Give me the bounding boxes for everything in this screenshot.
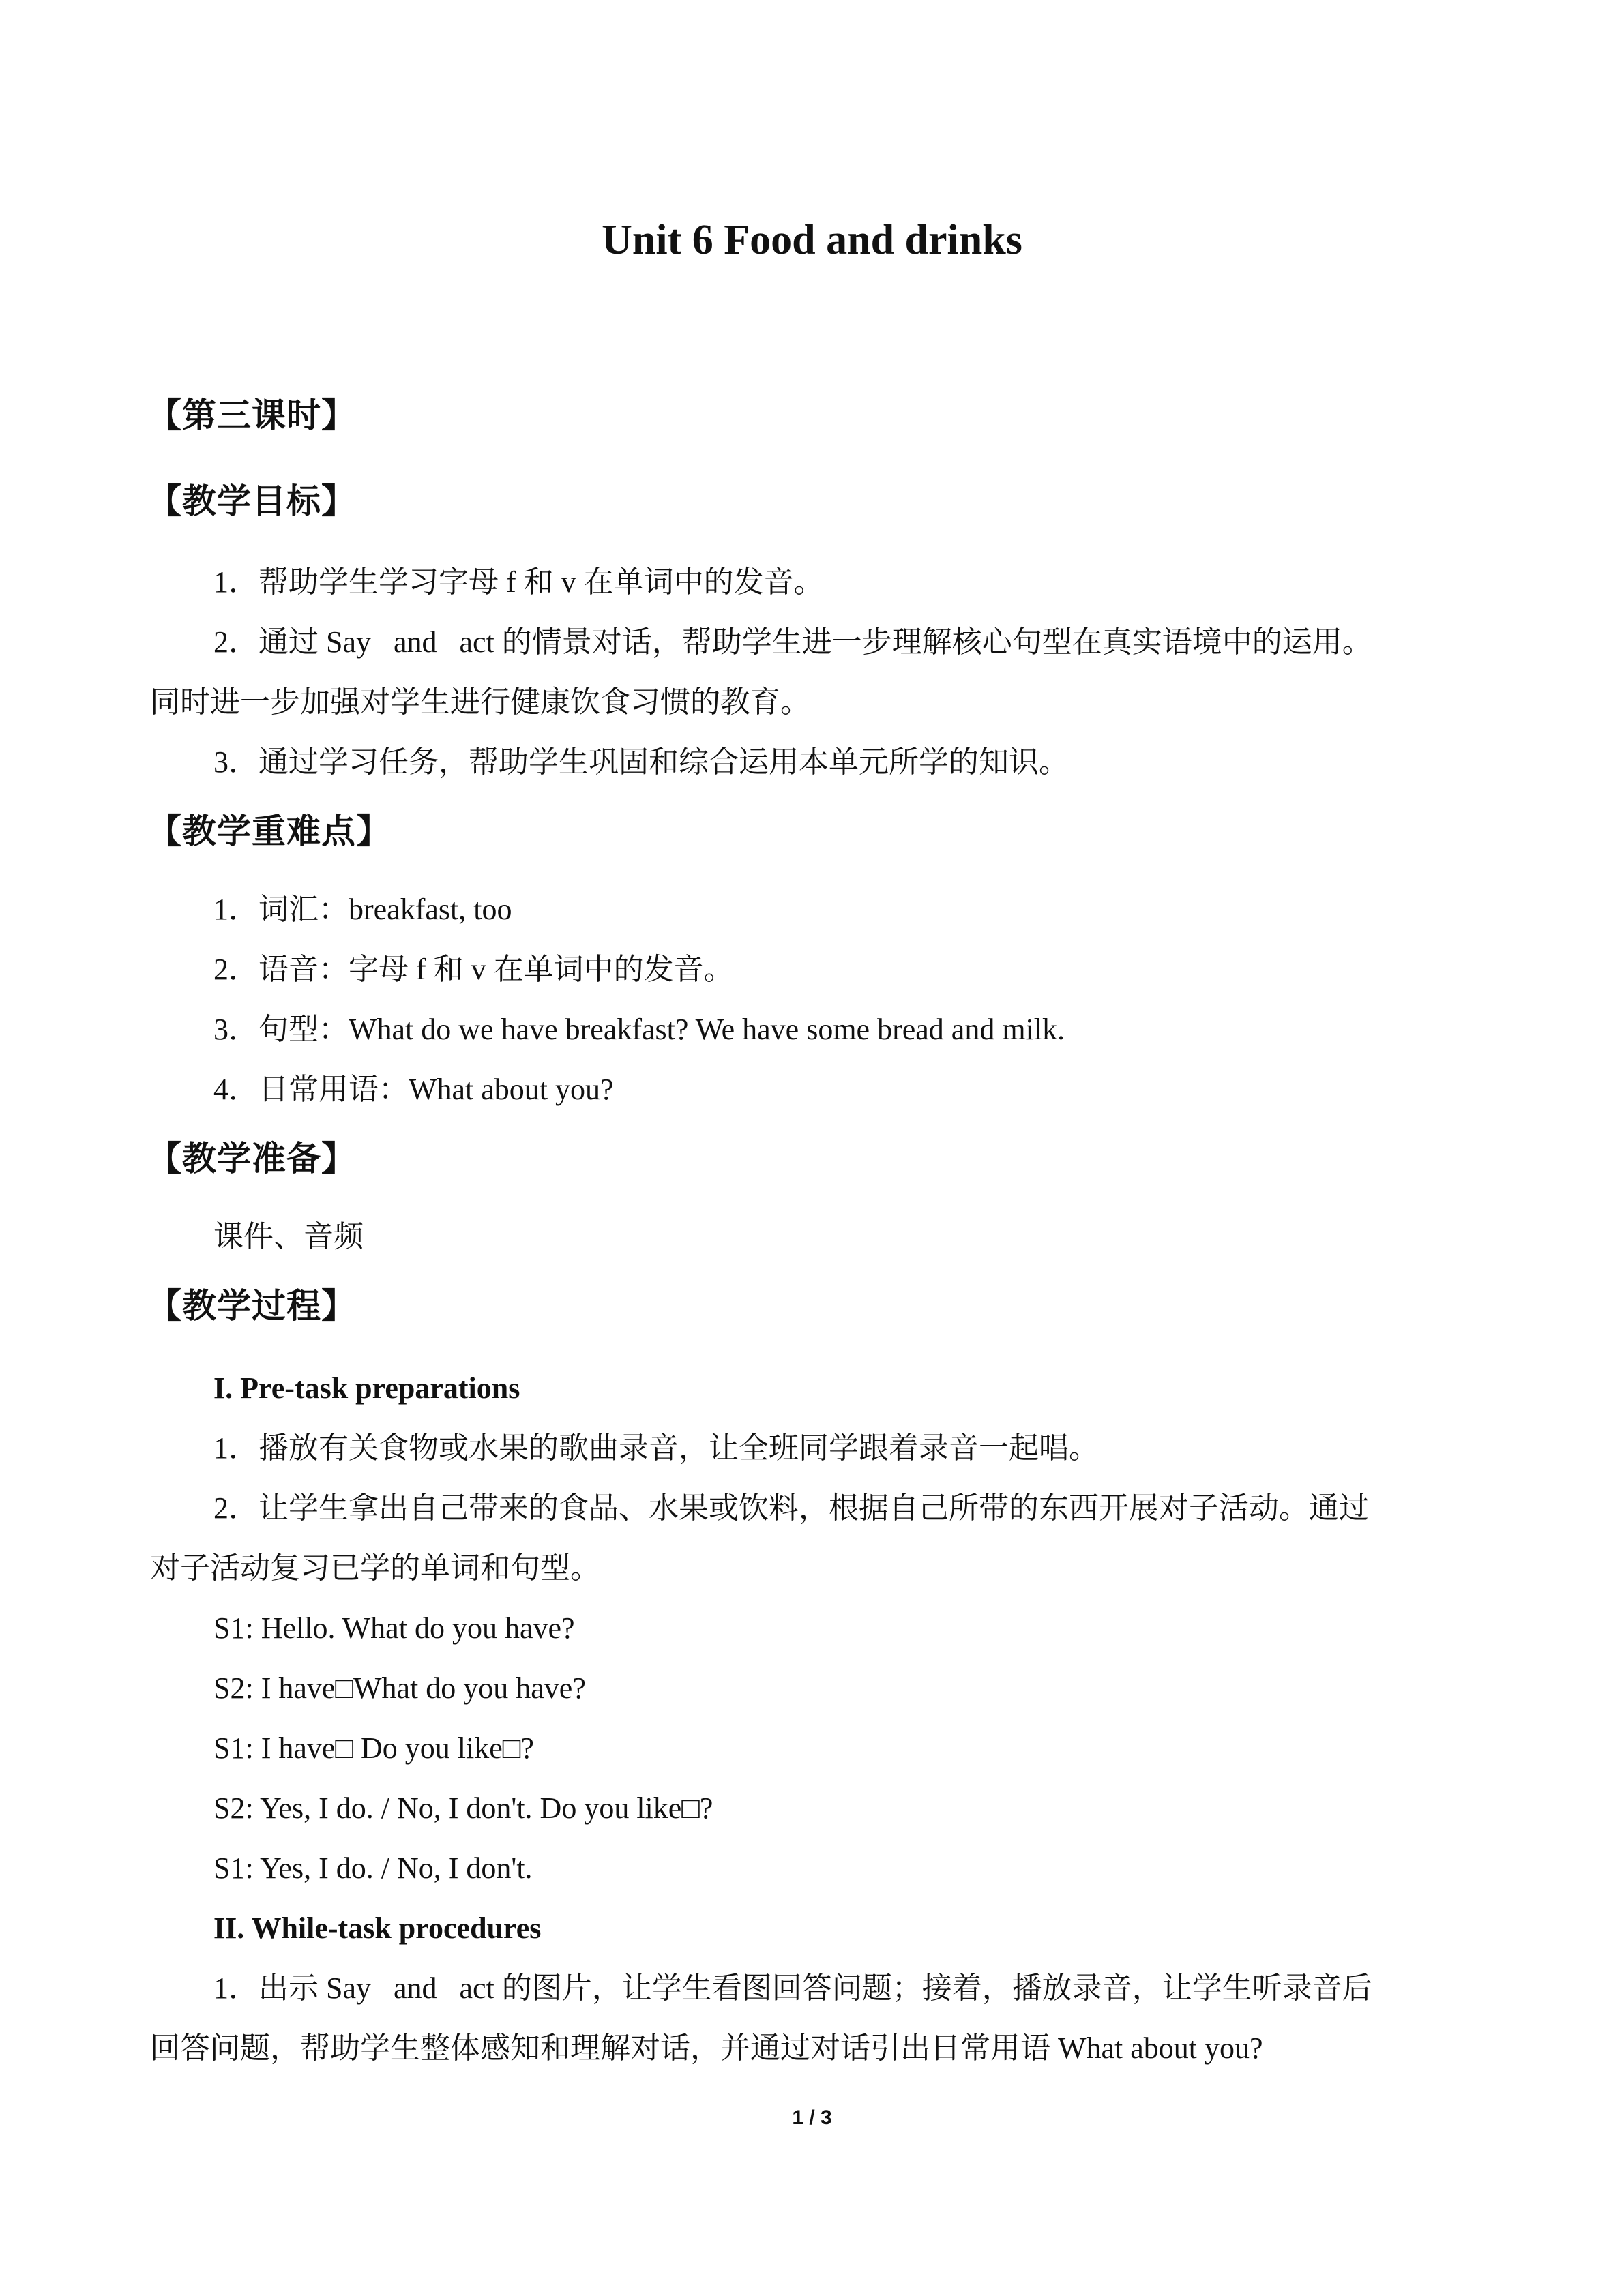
heading-preparation: 【教学准备】	[147, 1139, 356, 1178]
heading-process: 【教学过程】	[147, 1286, 356, 1326]
pre-task-item-2-cont: 对子活动复习已学的单词和句型。	[150, 1551, 600, 1585]
key-point-item-3: 3．句型：What do we have breakfast? We have some bread and milk.	[213, 1013, 1065, 1046]
key-point-item-4: 4．日常用语：What about you?	[213, 1073, 614, 1106]
dialogue-line-1: S1: Hello. What do you have?	[213, 1611, 575, 1645]
objective-item-2-cont: 同时进一步加强对学生进行健康饮食习惯的教育。	[150, 685, 810, 719]
pre-task-item-2: 2．让学生拿出自己带来的食品、水果或饮料，根据自己所带的东西开展对子活动。通过	[213, 1491, 1369, 1525]
page-number: 1 / 3	[792, 2106, 832, 2129]
objective-item-2: 2．通过 Say and act 的情景对话，帮助学生进一步理解核心句型在真实语境中的运用。	[213, 625, 1372, 659]
while-task-title: II. While-task procedures	[213, 1911, 542, 1945]
objective-item-1: 1．帮助学生学习字母 f 和 v 在单词中的发音。	[213, 565, 824, 599]
dialogue-line-4: S2: Yes, I do. / No, I don't. Do you like□?	[213, 1791, 713, 1825]
preparation-text: 课件、音频	[213, 1220, 364, 1253]
key-point-item-2: 2．语音：字母 f 和 v 在单词中的发音。	[213, 953, 734, 986]
pre-task-title: I. Pre-task preparations	[213, 1371, 520, 1405]
dialogue-line-3: S1: I have□ Do you like□?	[213, 1731, 534, 1765]
dialogue-line-2: S2: I have□What do you have?	[213, 1671, 586, 1705]
heading-lesson: 【第三课时】	[147, 396, 356, 435]
key-point-item-1: 1．词汇：breakfast, too	[213, 893, 512, 926]
while-task-item-1: 1．出示 Say and act 的图片，让学生看图回答问题；接着，播放录音，让学生听录音后	[213, 1971, 1372, 2005]
heading-objectives: 【教学目标】	[147, 481, 356, 521]
heading-key-points: 【教学重难点】	[147, 811, 391, 851]
while-task-item-1-cont: 回答问题，帮助学生整体感知和理解对话，并通过对话引出日常用语 What about you?	[150, 2031, 1263, 2065]
dialogue-line-5: S1: Yes, I do. / No, I don't.	[213, 1851, 533, 1885]
objective-item-3: 3．通过学习任务，帮助学生巩固和综合运用本单元所学的知识。	[213, 745, 1069, 779]
pre-task-item-1: 1．播放有关食物或水果的歌曲录音，让全班同学跟着录音一起唱。	[213, 1431, 1099, 1465]
page-title: Unit 6 Food and drinks	[602, 217, 1022, 263]
